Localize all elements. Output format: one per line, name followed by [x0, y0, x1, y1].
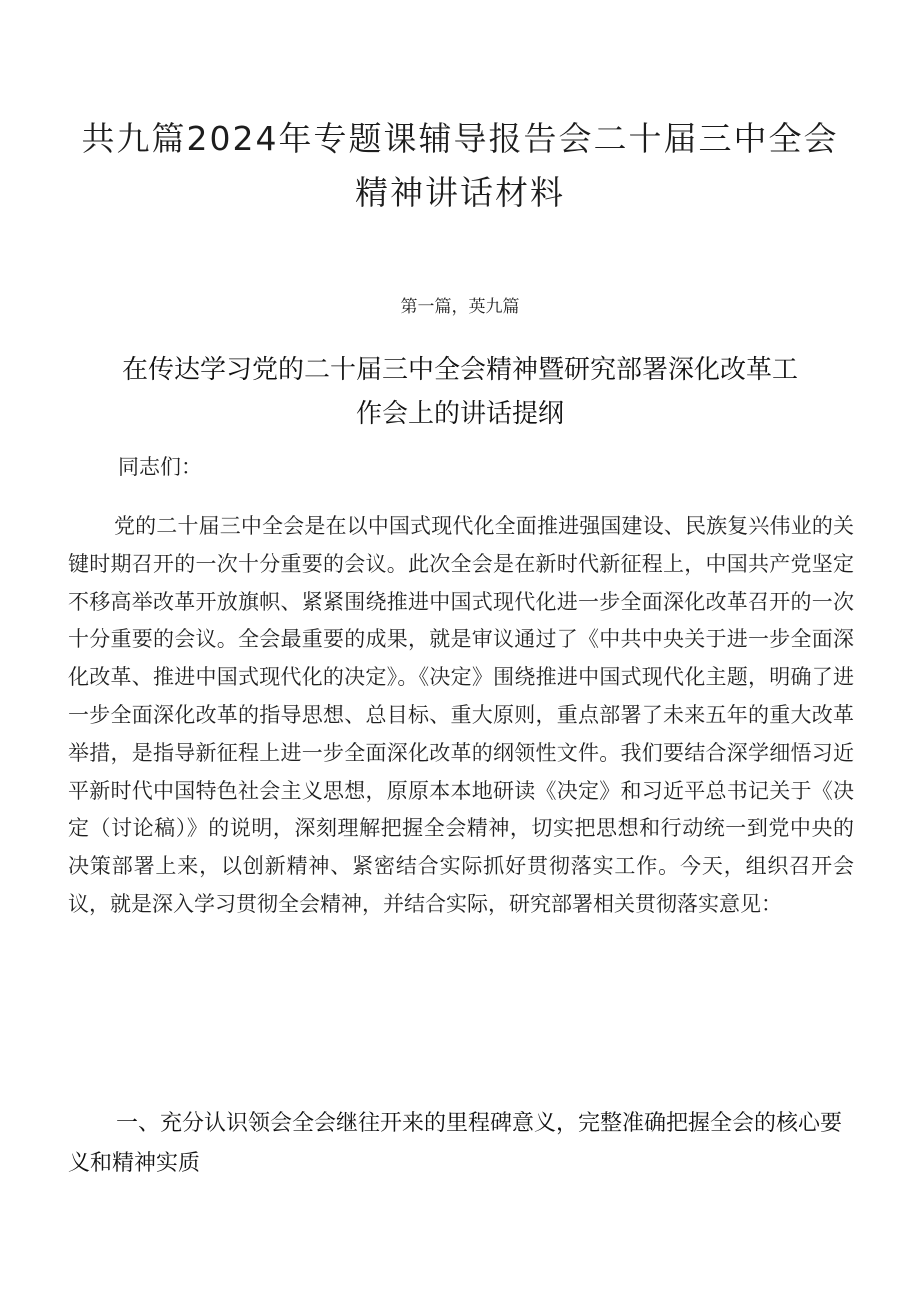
body-paragraph: 党的二十届三中全会是在以中国式现代化全面推进强国建设、民族复兴伟业的关键时期召开的一次十分重要的会议。此次全会是在新时代新征程上，中国共产党坚定不移高举改革开放旗帜、紧紧围绕推进中国式现代化进一步全面深化改革召开的一次十分重要的会议。全会最重要的成果，就是审议通过了《中共中央关于进一步全面深化改革、推进中国式现代化的决定》。《决定》围绕推进中国式现代化主题，明确了进一步全面深化改革的指导思想、总目标、重大原则，重点部署了未来五年的重大改革举措，是指导新征程上进一步全面深化改革的纲领性文件。我们要结合深学细悟习近平新时代中国特色社会主义思想，原原本本地研读《决定》和习近平总书记关于《决定（讨论稿）》的说明，深刻理解把握全会精神，切实把思想和行动统一到党中央的决策部署上来，以创新精神、紧密结合实际抓好贯彻落实工作。今天，组织召开会议，就是深入学习贯彻全会精神，并结合实际，研究部署相关贯彻落实意见： [68, 514, 854, 916]
section-heading: 一、充分认识领会全会继往开来的里程碑意义，完整准确把握全会的核心要义和精神实质 [68, 1111, 843, 1176]
document-title: 共九篇2024年专题课辅导报告会二十届三中全会精神讲话材料 [81, 119, 839, 212]
section-tag: 第一篇，英九篇 [400, 297, 520, 317]
greeting: 同志们： [118, 455, 202, 479]
speech-title: 在传达学习党的二十届三中全会精神暨研究部署深化改革工作会上的讲话提纲 [121, 355, 798, 429]
